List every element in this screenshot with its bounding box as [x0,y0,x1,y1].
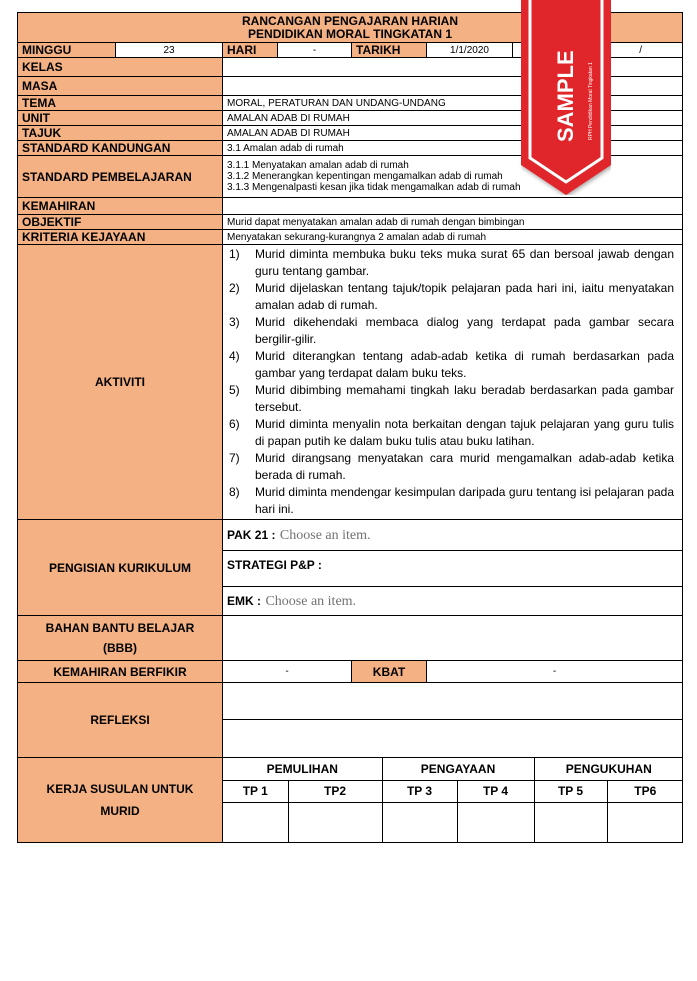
masa-label: MASA [18,77,223,96]
tp-cell[interactable] [534,802,607,842]
tajuk-label: TAJUK [18,126,223,141]
masa-value[interactable] [223,77,683,96]
minggu-value[interactable]: 23 [116,43,223,58]
aktiviti-item [229,416,674,450]
aktiviti-item [229,314,674,348]
tp-cell[interactable] [607,802,683,842]
title-line-2: PENDIDIKAN MORAL TINGKATAN 1 [248,26,453,41]
kriteria-kejayaan-value[interactable]: Menyatakan sekurang-kurangnya 2 amalan adab di rumah [223,230,683,245]
standard-pembelajaran-value[interactable] [223,156,683,198]
kemahiran-berfikir-value[interactable]: - [223,661,352,683]
aktiviti-item-text: Murid dijelaskan tentang tajuk/topik pelajaran pada hari ini, iaitu menyatakan amalan adab di rumah. [255,281,675,312]
emk-field[interactable] [223,587,683,616]
tp-header: TP6 [607,780,683,802]
aktiviti-item [229,484,674,518]
sample-small-text: RPH Pendidikan Moral Tingkatan 1 [588,62,594,140]
aktiviti-item-number: 3) [229,315,240,329]
title-line-1: RANCANGAN PENGAJARAN HARIAN [242,13,459,28]
tp-table [223,758,683,842]
kelas-value[interactable] [223,58,683,77]
extra-value[interactable]: / [513,43,683,58]
tajuk-value[interactable]: AMALAN ADAB DI RUMAH [223,126,683,141]
aktiviti-label: AKTIVITI [18,245,223,520]
emk-label: EMK : [227,594,261,608]
refleksi-value-1[interactable] [223,683,683,720]
tp-header: TP 3 [382,780,457,802]
hari-label: HARI [223,43,278,58]
tp-header: TP 1 [223,780,288,802]
unit-value[interactable]: AMALAN ADAB DI RUMAH [223,111,683,126]
pengisian-kurikulum-label: PENGISIAN KURIKULUM [18,520,223,616]
aktiviti-item-number: 8) [229,485,240,499]
minggu-label: MINGGU [18,43,116,58]
aktiviti-item-text: Murid diminta menyalin nota berkaitan dengan tajuk pelajaran yang guru tulis di papan putih ke dalam buku tulis atau buku latihan. [255,417,675,448]
aktiviti-item-text: Murid diterangkan tentang adab-adab ketika di rumah berdasarkan pada gambar yang terdapat dalam buku teks. [255,349,675,380]
standard-kandungan-value[interactable]: 3.1 Amalan adab di rumah [223,141,683,156]
tp-header: TP 4 [457,780,534,802]
aktiviti-item-text: Murid diminta membuka buku teks muka surat 65 dan bersoal jawab dengan guru tentang gambar. [255,247,675,278]
aktiviti-item-number: 5) [229,383,240,397]
bbb-label-line-1: BAHAN BANTU BELAJAR [45,621,195,635]
aktiviti-item-text: Murid dibimbing memahami tingkah laku beradab berdasarkan pada gambar tersebut. [255,383,675,414]
bbb-label [18,616,223,661]
unit-label: UNIT [18,111,223,126]
aktiviti-item-number: 4) [229,349,240,363]
kriteria-kejayaan-label: KRITERIA KEJAYAAN [18,230,223,245]
aktiviti-item-number: 7) [229,451,240,465]
aktiviti-item-number: 6) [229,417,240,431]
strategi-field[interactable] [223,551,683,587]
refleksi-value-2[interactable] [223,720,683,758]
aktiviti-item [229,246,674,280]
bbb-label-line-2: (BBB) [103,641,137,655]
group-pemulihan: PEMULIHAN [223,758,382,780]
kemahiran-berfikir-label: KEMAHIRAN BERFIKIR [18,661,223,683]
strategi-label: STRATEGI P&P : [227,558,322,572]
aktiviti-list[interactable] [223,245,683,520]
tp-cell[interactable] [382,802,457,842]
kelas-label: KELAS [18,58,223,77]
tarikh-label: TARIKH [352,43,427,58]
kemahiran-value[interactable] [223,198,683,215]
tema-value[interactable]: MORAL, PERATURAN DAN UNDANG-UNDANG [223,96,683,111]
objektif-label: OBJEKTIF [18,215,223,230]
sp-item: 3.1.3 Mengenalpasti kesan jika tidak mengamalkan adab di rumah [227,182,521,193]
group-pengukuhan: PENGUKUHAN [534,758,683,780]
tp-cell[interactable] [457,802,534,842]
bbb-value[interactable] [223,616,683,661]
tarikh-value[interactable]: 1/1/2020 [427,43,513,58]
sp-item: 3.1.1 Menyatakan amalan adab di rumah [227,160,409,171]
kbat-value[interactable]: - [427,661,683,683]
aktiviti-item [229,280,674,314]
kbat-label: KBAT [352,661,427,683]
refleksi-label: REFLEKSI [18,683,223,758]
group-pengayaan: PENGAYAAN [382,758,534,780]
tp-header: TP 5 [534,780,607,802]
aktiviti-item-text: Murid dikehendaki membaca dialog yang terdapat pada gambar secara bergilir-gilir. [255,315,675,346]
hari-value[interactable]: - [278,43,352,58]
objektif-value[interactable]: Murid dapat menyatakan amalan adab di rumah dengan bimbingan [223,215,683,230]
tp-cell[interactable] [288,802,382,842]
standard-kandungan-label: STANDARD KANDUNGAN [18,141,223,156]
pak21-label: PAK 21 : [227,528,276,542]
kerja-susulan-label [18,758,223,843]
pak21-dropdown[interactable]: Choose an item. [279,528,371,543]
emk-dropdown[interactable]: Choose an item. [265,594,357,609]
tp-cell[interactable] [223,802,288,842]
aktiviti-items [229,246,674,518]
kemahiran-label: KEMAHIRAN [18,198,223,215]
kerja-susulan-line-2: MURID [100,804,140,818]
tp-header: TP2 [288,780,382,802]
aktiviti-item [229,382,674,416]
aktiviti-item-number: 1) [229,247,240,261]
aktiviti-item-number: 2) [229,281,240,295]
sample-ribbon-watermark [521,0,611,195]
aktiviti-item [229,348,674,382]
tema-label: TEMA [18,96,223,111]
aktiviti-item [229,450,674,484]
standard-pembelajaran-label: STANDARD PEMBELAJARAN [18,156,223,198]
aktiviti-item-text: Murid diminta mendengar kesimpulan daripada guru tentang isi pelajaran pada hari ini. [255,485,675,516]
kerja-susulan-grid [223,758,683,843]
sample-text: SAMPLE [553,50,578,142]
aktiviti-item-text: Murid dirangsang menyatakan cara murid mengamalkan adab-adab ketika berada di rumah. [255,451,675,482]
pak21-field[interactable] [223,520,683,551]
kerja-susulan-line-1: KERJA SUSULAN UNTUK [46,782,194,796]
sp-item: 3.1.2 Menerangkan kepentingan mengamalkan adab di rumah [227,171,503,182]
